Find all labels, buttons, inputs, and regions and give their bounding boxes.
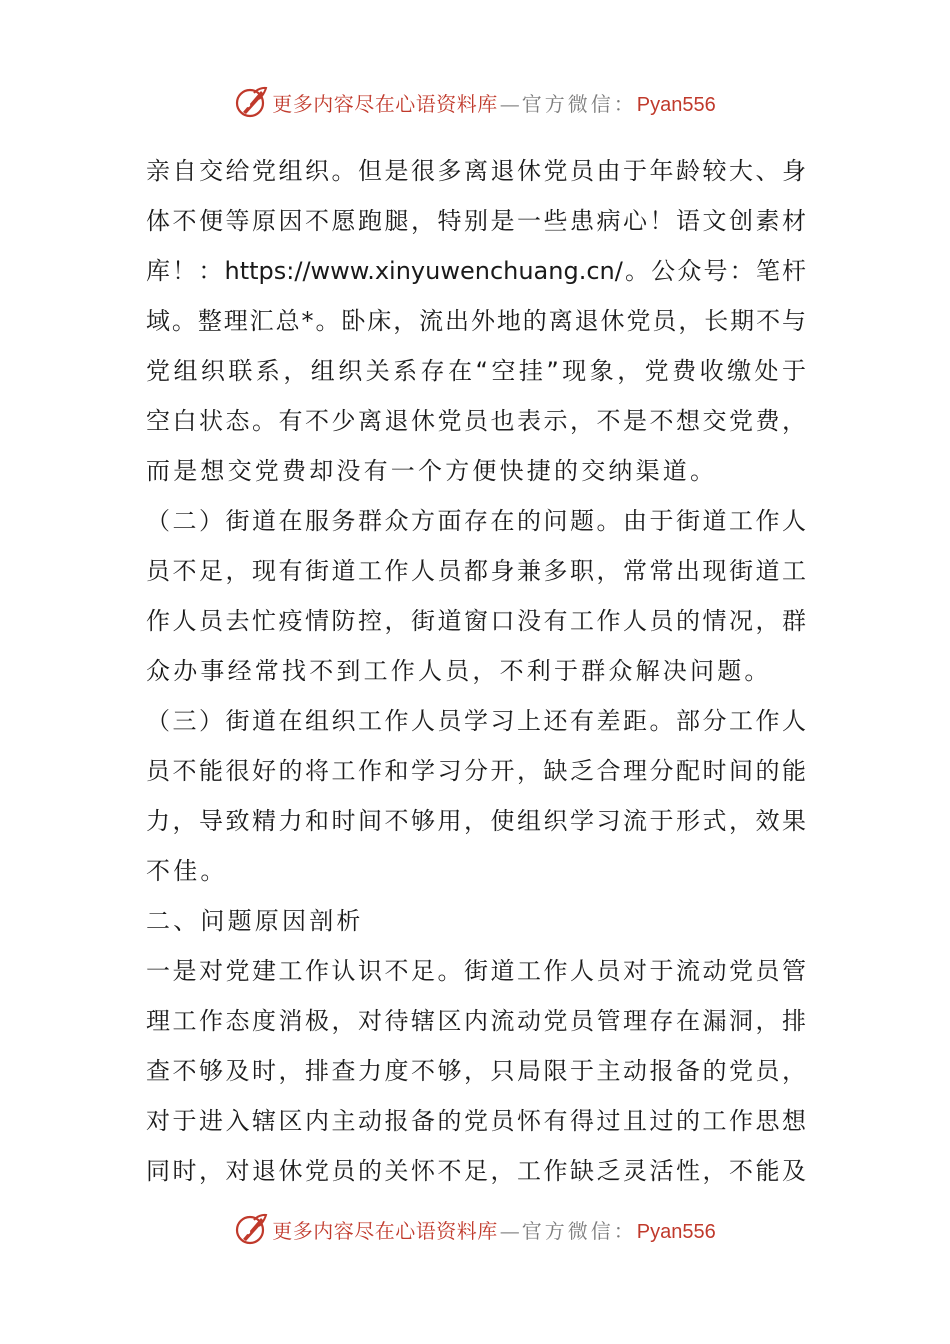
text-line: 同时，对退休党员的关怀不足，工作缺乏灵活性，不能及 (146, 1157, 806, 1185)
text-line: 对于进入辖区内主动报备的党员怀有得过且过的工作思想 (146, 1107, 806, 1135)
text-line: 理工作态度消极，对待辖区内流动党员管理存在漏洞，排 (146, 1007, 806, 1035)
text-line: 空白状态。有不少离退休党员也表示，不是不想交党费， (146, 407, 806, 435)
text-line: 查不够及时，排查力度不够，只局限于主动报备的党员， (146, 1057, 806, 1085)
banner-wechat-id: Pyan556 (636, 1220, 716, 1243)
text-line: （二）街道在服务群众方面存在的问题。由于街道工作人 (146, 507, 806, 535)
text-line: 员不足，现有街道工作人员都身兼多职，常常出现街道工 (146, 557, 806, 585)
section-heading: 二、问题原因剖析 (146, 907, 364, 935)
text-line: 而是想交党费却没有一个方便快捷的交纳渠道。 (146, 457, 718, 485)
banner-text (272, 1215, 715, 1244)
text-line: 作人员去忙疫情防控，街道窗口没有工作人员的情况，群 (146, 607, 806, 635)
text-line: 不佳。 (146, 857, 228, 885)
banner-brand: 更多内容尽在心语资料库 (272, 91, 498, 116)
text-line: 众办事经常找不到工作人员，不利于群众解决问题。 (146, 657, 772, 685)
text-line: 体不便等原因不愿跑腿，特别是一些患病心！语文创素材 (146, 207, 806, 235)
header-watermark-banner (0, 82, 950, 122)
text-line: 一是对党建工作认识不足。街道工作人员对于流动党员管 (146, 957, 806, 985)
banner-dash: — (499, 91, 520, 116)
banner-text (272, 88, 715, 117)
banner-brand: 更多内容尽在心语资料库 (272, 1218, 498, 1243)
text-line: 党组织联系，组织关系存在“空挂”现象，党费收缴处于 (146, 357, 806, 385)
banner-dash: — (499, 1218, 520, 1243)
banner-wechat-id: Pyan556 (636, 93, 716, 116)
text-line: 库！：https://www.xinyuwenchuang.cn/。公众号：笔杆 (146, 257, 806, 285)
text-line: （三）街道在组织工作人员学习上还有差距。部分工作人 (146, 707, 806, 735)
document-body (146, 146, 806, 1196)
text-line: 域。整理汇总*。卧床，流出外地的离退休党员，长期不与 (146, 307, 806, 335)
text-line: 亲自交给党组织。但是很多离退休党员由于年龄较大、身 (146, 157, 806, 185)
text-line: 力，导致精力和时间不够用，使组织学习流于形式，效果 (146, 807, 806, 835)
quill-pen-circle-icon (234, 1212, 268, 1246)
quill-pen-circle-icon (234, 85, 268, 119)
text-line: 员不能很好的将工作和学习分开，缺乏合理分配时间的能 (146, 757, 806, 785)
banner-official-label: 官方微信： (521, 1218, 637, 1243)
banner-official-label: 官方微信： (521, 91, 637, 116)
footer-watermark-banner (0, 1209, 950, 1249)
